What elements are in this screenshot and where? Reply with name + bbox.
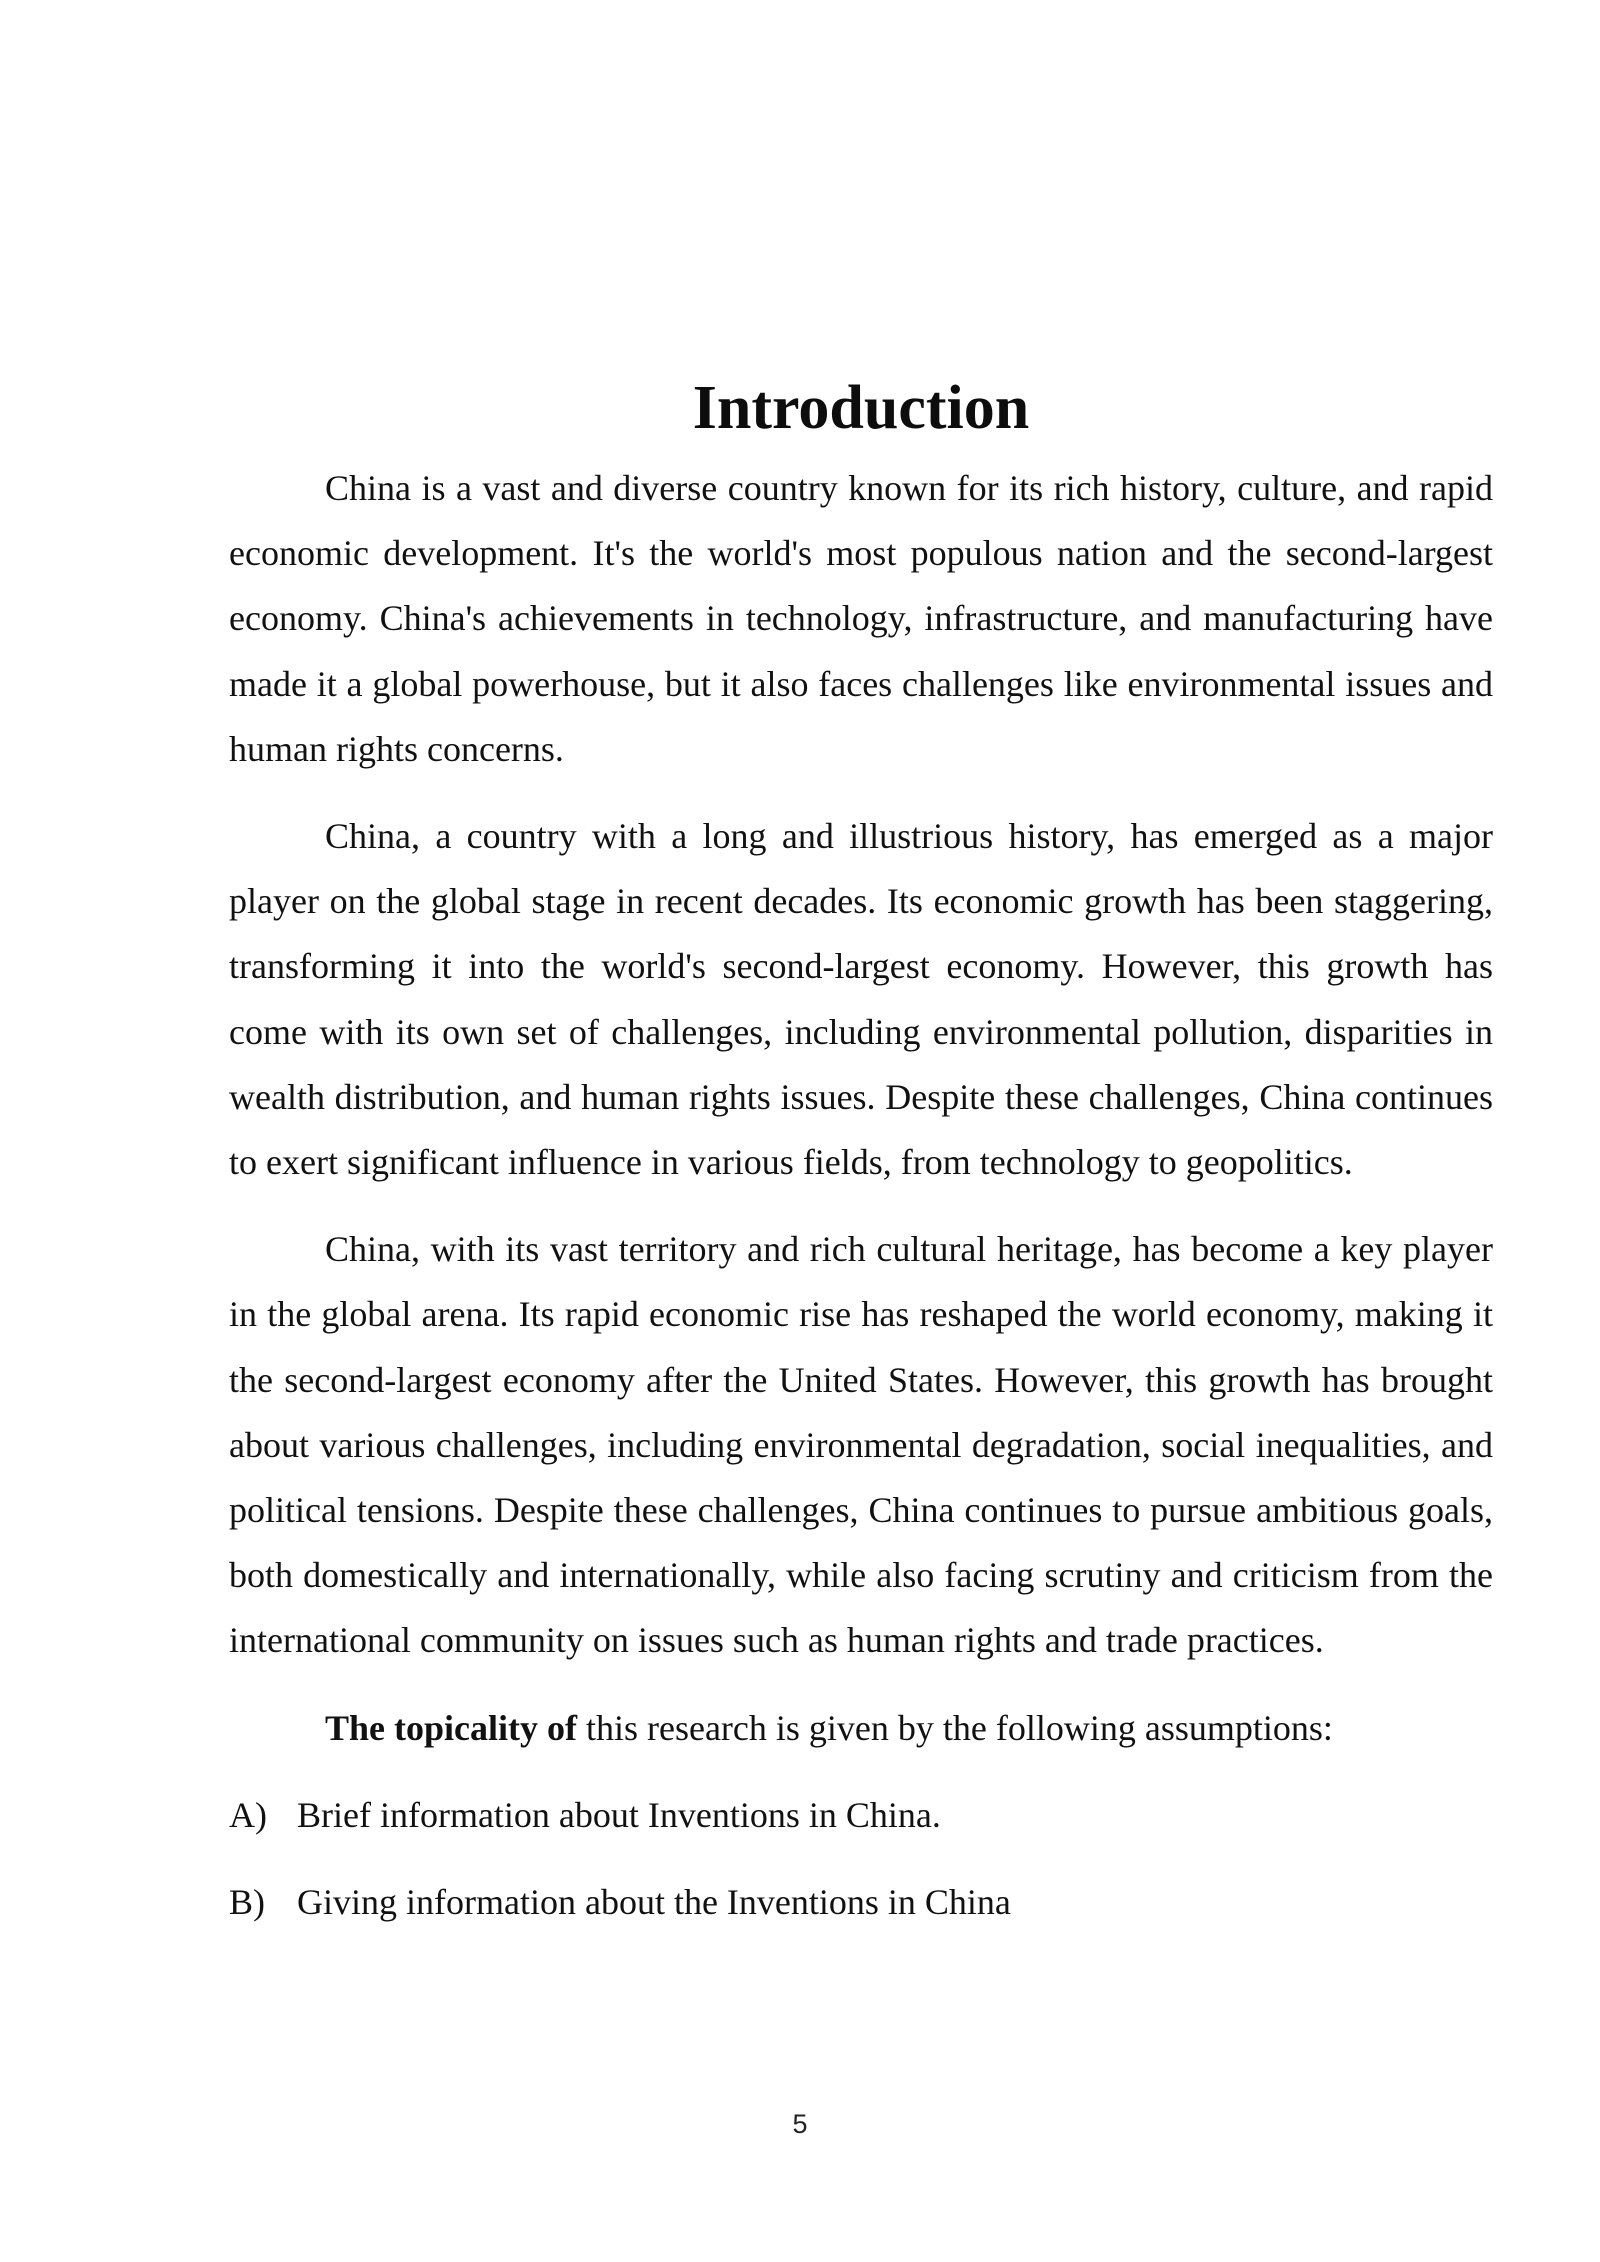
list-marker: A) [229, 1794, 267, 1835]
list-item [229, 1870, 1493, 1935]
page-title: Introduction [692, 374, 1030, 442]
topicality-statement [229, 1696, 1493, 1761]
list-item [229, 1783, 1493, 1848]
list-marker: B) [229, 1882, 265, 1923]
page-content [229, 360, 1493, 1957]
topicality-bold-lead: The topicality of [325, 1707, 577, 1748]
list-item-text: Giving information about the Inventions in China [297, 1882, 1011, 1923]
page-number: 5 [792, 2109, 808, 2139]
list-item-text: Brief information about Inventions in China. [297, 1794, 941, 1835]
paragraph-2: China, a country with a long and illustrious history, has emerged as a major player on the global stage in recent decades. Its economic growth has been staggering, transforming it into the world's second-largest economy. However, this growth has come with its own set of challenges, including environmental pollution, disparities in wealth distribution, and human rights issues. Despite these challenges, China continues to exert significant influence in various fields, from technology to geopolitics. [229, 816, 1493, 1183]
topicality-rest: this research is given by the following assumptions: [576, 1707, 1333, 1748]
assumptions-list [229, 1783, 1493, 1935]
paragraph-1: China is a vast and diverse country known for its rich history, culture, and rapid economic development. It's the world's most populous nation and the second-largest economy. China's achievements in technology, infrastructure, and manufacturing have made it a global powerhouse, but it also faces challenges like environmental issues and human rights concerns. [229, 468, 1493, 769]
paragraph-3: China, with its vast territory and rich cultural heritage, has become a key player in the global arena. Its rapid economic rise has reshaped the world economy, making it the second-largest economy after the United States. However, this growth has brought about various challenges, including environmental degradation, social inequalities, and political tensions. Despite these challenges, China continues to pursue ambitious goals, both domestically and internationally, while also facing scrutiny and criticism from the international community on issues such as human rights and trade practices. [229, 1229, 1493, 1661]
